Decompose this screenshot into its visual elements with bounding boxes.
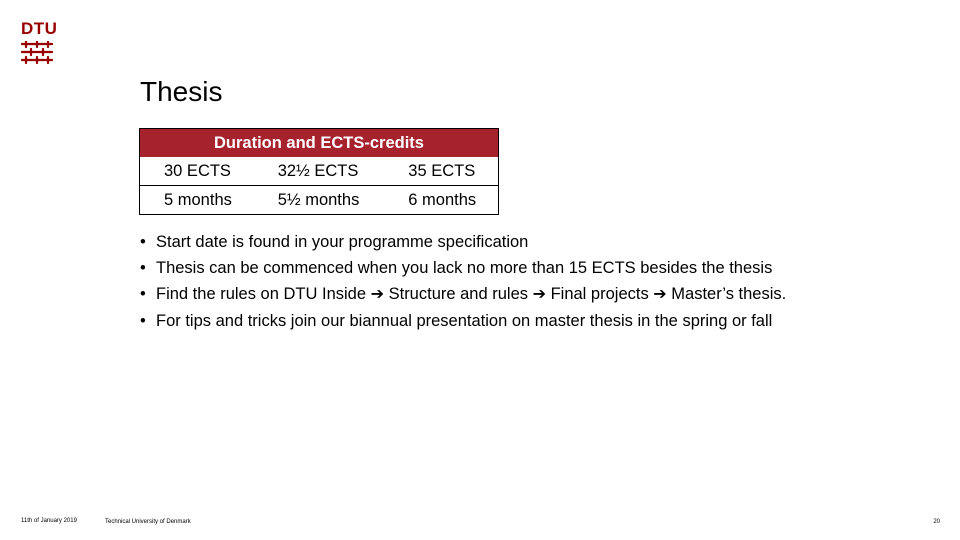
arrow-right-icon: ➔ — [532, 286, 546, 303]
table-cell: 30 ECTS — [140, 157, 254, 186]
bullet-list — [140, 229, 786, 334]
ects-table — [139, 128, 499, 215]
bullet-icon: • — [140, 285, 146, 303]
bullet-icon: • — [140, 312, 146, 330]
table-cell: 5 months — [164, 190, 232, 209]
dtu-logo — [21, 19, 58, 68]
bullet-text: Final projects — [546, 285, 654, 303]
page-title: Thesis — [140, 76, 223, 107]
dtu-logo-text: DTU — [21, 19, 58, 38]
bullet-icon: • — [140, 233, 146, 251]
footer-organization: Technical University of Denmark — [105, 519, 191, 525]
list-item — [140, 308, 786, 334]
list-item — [140, 229, 786, 255]
page-number: 20 — [933, 519, 940, 525]
bullet-text: Thesis can be commenced when you lack no more than 15 ECTS besides the thesis — [156, 259, 773, 277]
table-row — [140, 157, 499, 186]
bullet-text: For tips and tricks join our biannual presentation on master thesis in the spring or fall — [156, 312, 773, 330]
table-cell: 32½ ECTS — [254, 157, 385, 186]
table-cell: 6 months — [408, 190, 477, 209]
table-row — [140, 186, 499, 215]
arrow-right-icon: ➔ — [653, 286, 667, 303]
arrow-right-icon: ➔ — [370, 286, 385, 303]
list-item — [140, 281, 786, 308]
bullet-text: Start date is found in your programme specification — [156, 233, 529, 251]
list-item — [140, 255, 786, 281]
bullet-text: Find the rules on DTU Inside — [156, 285, 371, 303]
footer-date: 11th of January 2019 — [21, 518, 77, 524]
bullet-icon: • — [140, 259, 146, 277]
bullet-text: Master’s thesis. — [666, 285, 787, 303]
table-cell: 5½ months — [277, 190, 360, 209]
dtu-logo-emblem — [21, 41, 53, 68]
table-header: Duration and ECTS-credits — [140, 129, 499, 158]
bullet-text: Structure and rules — [384, 285, 533, 303]
table-cell: 35 ECTS — [384, 157, 498, 186]
